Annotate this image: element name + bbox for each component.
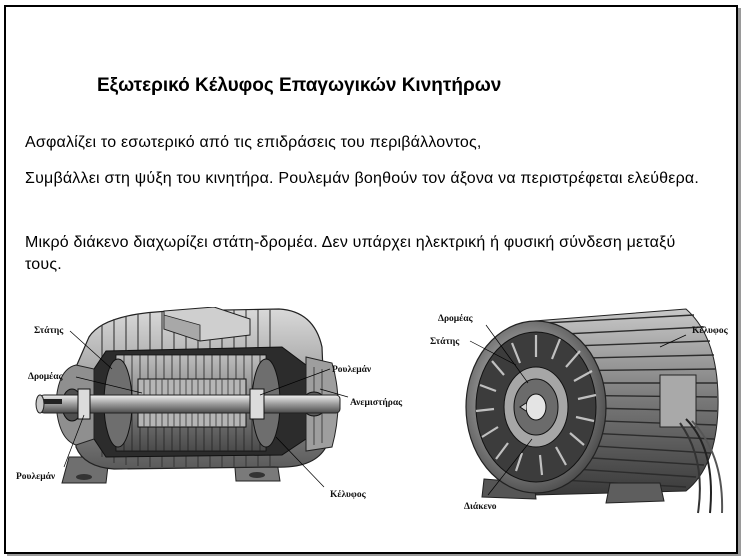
label-housing: Κέλυφος (330, 490, 366, 500)
label-bearing-front: Ρουλεμάν (16, 472, 56, 482)
motor-cutaway-illustration (14, 307, 419, 507)
label-rotor: Δρομέας (28, 372, 63, 382)
label-rotor-right: Δρομέας (438, 314, 473, 324)
label-stator: Στάτης (34, 326, 64, 336)
paragraph-air-gap: Μικρό διάκενο διαχωρίζει στάτη-δρομέα. Δεν υπάρχει ηλεκτρική ή φυσική σύνδεση μεταξύ τους. (25, 234, 676, 273)
slide-frame (4, 5, 738, 554)
motor-front-figure (424, 299, 740, 519)
label-stator-right: Στάτης (430, 337, 460, 347)
paragraph-protection: Ασφαλίζει το εσωτερικό από τις επιδράσεις του περιβάλλοντος, (25, 134, 482, 151)
label-fan: Ανεμιστήρας (350, 398, 403, 408)
motor-cutaway-figure (14, 307, 419, 507)
label-air-gap: Διάκενο (464, 502, 497, 512)
front-face (466, 321, 606, 493)
label-housing-right: Κέλυφος (692, 326, 728, 336)
motor-front-illustration (424, 299, 740, 519)
slide-title: Εξωτερικό Κέλυφος Επαγωγικών Κινητήρων (97, 75, 502, 96)
paragraph-cooling: Συμβάλλει στη ψύξη του κινητήρα. Ρουλεμάν βοηθούν τον άξονα να περιστρέφεται ελεύθερα. (25, 170, 699, 187)
label-bearing-rear: Ρουλεμάν (332, 365, 372, 375)
